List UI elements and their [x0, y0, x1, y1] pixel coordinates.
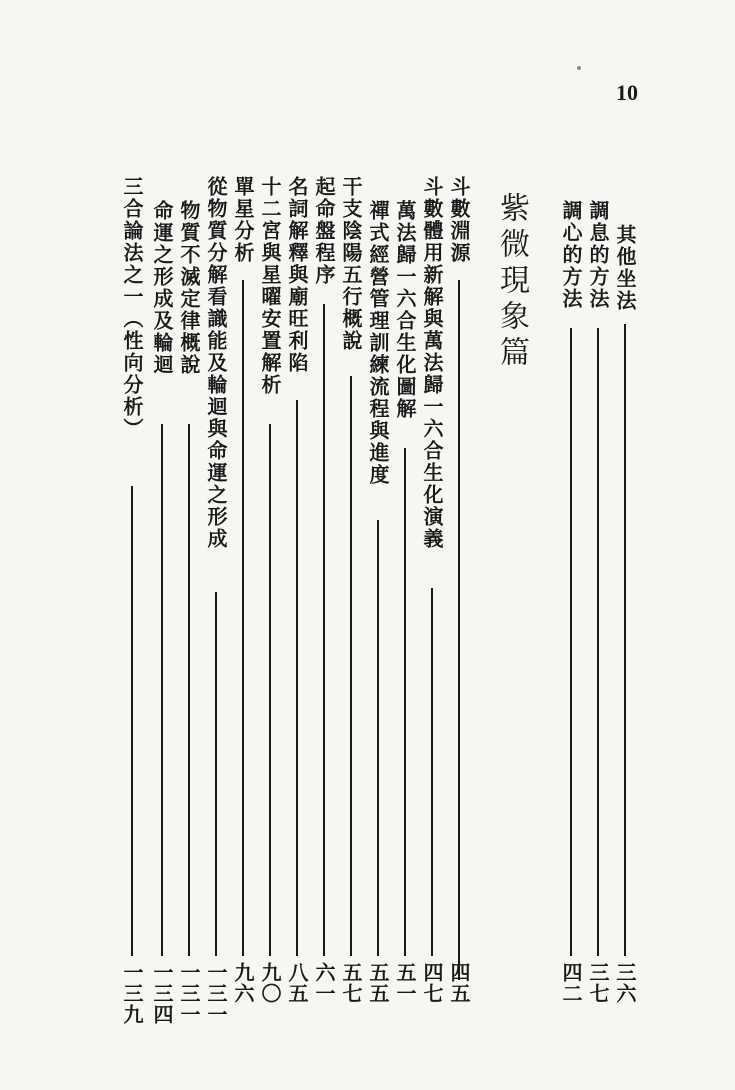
toc-entry[interactable] — [120, 176, 144, 1025]
toc-entry[interactable] — [447, 176, 471, 1004]
toc-leader — [458, 280, 460, 980]
page-number: 10 — [616, 80, 638, 105]
toc-entry-title: 禪式經營管理訓練流程與進度 — [366, 200, 390, 486]
toc-entry-title: 物質不滅定律概說 — [177, 200, 201, 376]
toc-entry-page: 八五 — [285, 962, 309, 1004]
toc-leader — [269, 424, 271, 956]
toc-leader — [597, 328, 599, 956]
toc-entry-page: 五五 — [366, 962, 390, 1004]
toc-entry-page: 五七 — [339, 962, 363, 1004]
toc-entry[interactable] — [258, 176, 282, 1004]
toc-entry[interactable] — [150, 200, 174, 1025]
toc-entry[interactable] — [393, 200, 417, 1004]
toc-entry[interactable] — [613, 224, 637, 1004]
toc-leader — [131, 486, 133, 956]
toc-entry-title: 起命盤程序 — [312, 176, 336, 286]
toc-leader — [161, 424, 163, 956]
toc-leader — [377, 520, 379, 956]
section-heading: 紫微現象篇 — [494, 192, 529, 372]
toc-leader — [188, 424, 190, 956]
toc-entry-title: 名詞解釋與廟旺利陷 — [285, 176, 309, 374]
toc-entry-title: 調心的方法 — [559, 200, 583, 310]
toc-entry-title: 萬法歸一六合生化圖解 — [393, 200, 417, 420]
toc-leader — [431, 588, 433, 956]
toc-entry-page: 三六 — [613, 962, 637, 1004]
toc-entry-title: 干支陰陽五行概說 — [339, 176, 363, 352]
toc-entry-page: 一三一 — [177, 962, 201, 1025]
toc-entry-title: 單星分析 — [231, 176, 255, 264]
toc-entry-page: 三七 — [586, 962, 610, 1004]
toc-entry[interactable] — [231, 176, 255, 1004]
toc-entry-page: 一三一 — [204, 962, 228, 1025]
toc-leader — [323, 304, 325, 956]
toc-entry-page: 一三九 — [120, 962, 144, 1025]
toc-entry[interactable] — [420, 176, 444, 1004]
toc-entry-title: 十二宮與星曜安置解析 — [258, 176, 282, 396]
toc-entry-page: 五一 — [393, 962, 417, 1004]
toc-entry-page: 四二 — [559, 962, 583, 1004]
toc-entry-title: 調息的方法 — [586, 200, 610, 310]
toc-entry-title: 從物質分解看識能及輪迴與命運之形成 — [204, 176, 228, 550]
toc-entry-page: 九〇 — [258, 962, 282, 1004]
toc-entry-title: 其他坐法 — [613, 224, 637, 312]
toc-entry-title: 命運之形成及輪迴 — [150, 200, 174, 376]
toc-leader — [350, 376, 352, 956]
toc-leader — [404, 448, 406, 956]
toc-entry[interactable] — [586, 200, 610, 1004]
toc-entry-title: 斗數淵源 — [447, 176, 471, 264]
toc-entry[interactable] — [177, 200, 201, 1025]
toc-leader — [296, 400, 298, 956]
toc-entry[interactable] — [559, 200, 583, 1004]
toc-entry[interactable] — [285, 176, 309, 1004]
toc-entry-page: 六一 — [312, 962, 336, 1004]
toc-entry[interactable] — [204, 176, 228, 1025]
toc-entry-page: 四七 — [420, 962, 444, 1004]
toc-leader — [570, 328, 572, 956]
page-speck — [577, 66, 581, 70]
toc-entry[interactable] — [366, 200, 390, 1004]
toc-entry-title: 斗數體用新解與萬法歸一六合生化演義 — [420, 176, 444, 550]
toc-entry-page: 一三四 — [150, 962, 174, 1025]
toc-entry[interactable] — [312, 176, 336, 1004]
toc-leader — [242, 280, 244, 956]
toc-entry[interactable] — [339, 176, 363, 1004]
toc-leader — [215, 592, 217, 956]
toc-leader — [624, 324, 626, 956]
toc-entry-page: 四五 — [447, 962, 471, 1004]
toc-entry-page: 九六 — [231, 962, 255, 1004]
toc-entry-title: 三合論法之一（性向分析） — [120, 176, 144, 440]
